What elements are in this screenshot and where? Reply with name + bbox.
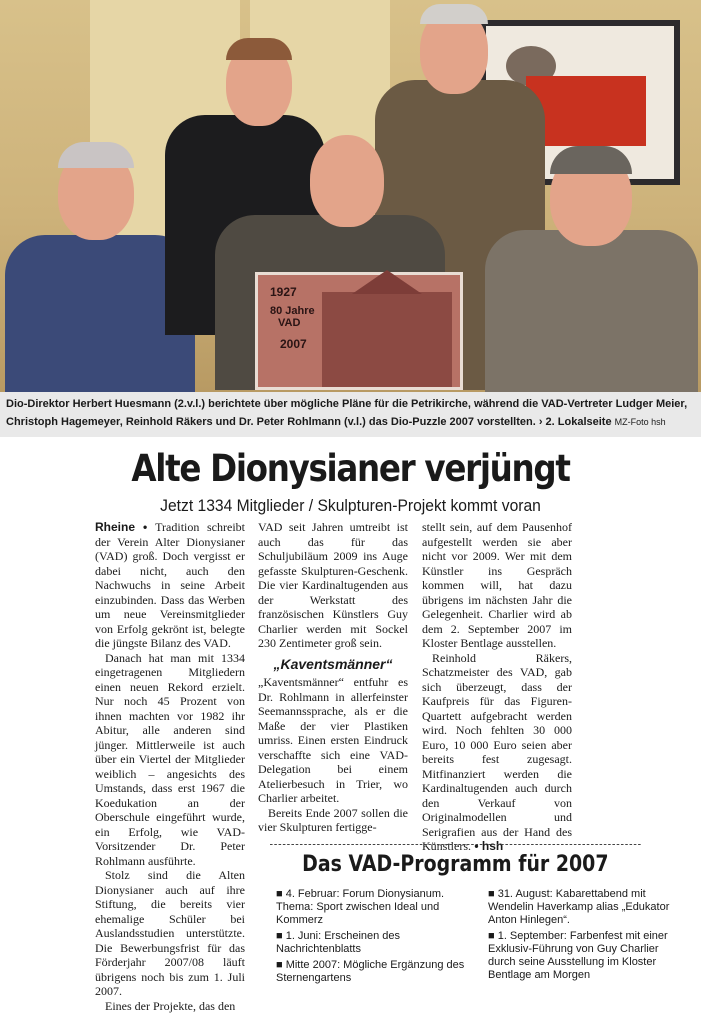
paragraph: VAD seit Jahren umtreibt ist auch das für das Schuljubiläum 2009 ins Auge gefasste Skulpturen-Geschenk. Die vier Kardinaltugenden aus der Werkstatt des französischen Künstlers Guy Charlier werden mit Sockel 230 Zentimeter groß sein. bbox=[258, 520, 408, 651]
puzzle-jahre: 80 Jahre bbox=[270, 305, 315, 317]
puzzle-year-top: 1927 bbox=[270, 285, 297, 299]
paragraph: Danach hat man mit 1334 eingetragenen Mitgliedern einen neuen Rekord erzielt. Nur noch 45 Prozent von ihnen machten vor 1982 ihr Abitur, alle anderen sind jünger. Mittlerweile ist auch über ein Viertel der Mitglieder weiblich – angesichts des Umstands, dass erst 1967 die Koedukation an der Oberschule eingeführt wurde, ein Erfolg, wie VAD-Vorsitzender Dr. Peter Rohlmann ausführte. bbox=[95, 651, 245, 869]
puzzle-year-bottom: 2007 bbox=[280, 337, 307, 351]
article-column-2 bbox=[258, 520, 408, 835]
program-item: ■ 31. August: Kabarettabend mit Wendelin Haverkamp alias „Edukator Anton Hinlegen“. bbox=[488, 888, 684, 927]
school-building-illustration bbox=[322, 292, 452, 387]
dateline: Rheine • bbox=[95, 520, 155, 534]
paragraph: Eines der Projekte, das den bbox=[95, 999, 245, 1013]
program-title: Das VAD-Programm für 2007 bbox=[270, 844, 641, 879]
program-column-left bbox=[276, 888, 472, 988]
program-column-right bbox=[488, 888, 684, 985]
section-subheading: „Kaventsmänner“ bbox=[258, 657, 408, 672]
program-item: ■ Mitte 2007: Mögliche Ergänzung des Sternengartens bbox=[276, 959, 472, 985]
paragraph: Bereits Ende 2007 sollen die vier Skulpturen fertigge- bbox=[258, 806, 408, 835]
paragraph: Reinhold Räkers, Schatzmeister des VAD, gab sich überzeugt, dass der Kaufpreis für das Figuren-Quartett aufgebracht werden wird. Noch fehlten 30 000 Euro, 10 000 Euro seien aber bereits fest zugesagt. Mitfinanziert werden die Kardinaltugenden auch durch den Verkauf von Originalmodellen und Serigrafien aus der Hand des Künstlers. bbox=[422, 651, 572, 854]
paragraph: Tradition schreibt der Verein Alter Dionysianer (VAD) groß. Doch vergisst er dabei nicht, auch den Nachwuchs in seine Arbeit einzubinden. Dass das Werben um neue Vereinsmitglieder von Erfolg gekrönt ist, belegte die jüngste Bilanz des VAD. bbox=[95, 520, 245, 650]
article-column-1 bbox=[95, 520, 245, 1013]
article-column-3 bbox=[422, 520, 572, 854]
paragraph: Stolz sind die Alten Dionysianer auch auf ihre Stiftung, die bereits vier ehemalige Schüler bei Auslandsstudien unterstützte. Die Bewerbungsfrist für das Förderjahr 2007/08 läuft übrigens noch bis zum 1. Juli 2007. bbox=[95, 868, 245, 999]
puzzle-vad: VAD bbox=[278, 317, 300, 329]
caption-text: Dio-Direktor Herbert Huesmann (2.v.l.) berichtete über mögliche Pläne für die Petrikirche, während die VAD-Vertreter Ludger Meier, Christoph Hagemeyer, Reinhold Räkers und Dr. Peter Rohlmann (v.l.) das Dio-Puzzle 2007 vorstellten. bbox=[6, 398, 687, 428]
article-photo bbox=[0, 0, 701, 392]
program-box bbox=[270, 840, 701, 990]
paragraph: „Kaventsmänner“ entfuhr es Dr. Rohlmann in allerfeinster Seemannssprache, als er die Maße der vier Plastiken umriss. Einen ersten Eindruck verschaffte sich eine VAD-Delegation bei einem Atelierbesuch in Trier, wo Charlier arbeitet. bbox=[258, 675, 408, 806]
author-sign: • hsh bbox=[471, 839, 503, 853]
subheadline: Jetzt 1334 Mitglieder / Skulpturen-Projekt kommt voran bbox=[28, 496, 673, 516]
photo-caption bbox=[0, 392, 701, 437]
dio-puzzle bbox=[255, 272, 463, 390]
caption-photo-credit: MZ-Foto hsh bbox=[615, 417, 666, 427]
program-item: ■ 4. Februar: Forum Dionysianum. Thema: Sport zwischen Ideal und Kommerz bbox=[276, 888, 472, 927]
caption-page-reference: › 2. Lokalseite bbox=[539, 416, 612, 428]
paragraph: stellt sein, auf dem Pausenhof aufgestellt werden sie aber nicht vor 2009. Wer mit dem Künstler ins Gespräch kommen will, hat dazu übrigens im nächsten Jahr die Gelegenheit. Charlier wird ab dem 2. September 2007 im Kloster Bentlage ausstellen. bbox=[422, 520, 572, 651]
program-item: ■ 1. Juni: Erscheinen des Nachrichtenblatts bbox=[276, 930, 472, 956]
headline: Alte Dionysianer verjüngt bbox=[42, 447, 659, 490]
program-item: ■ 1. September: Farbenfest mit einer Exklusiv-Führung von Guy Charlier durch seine Ausstellung im Kloster Bentlage am Morgen bbox=[488, 930, 684, 982]
